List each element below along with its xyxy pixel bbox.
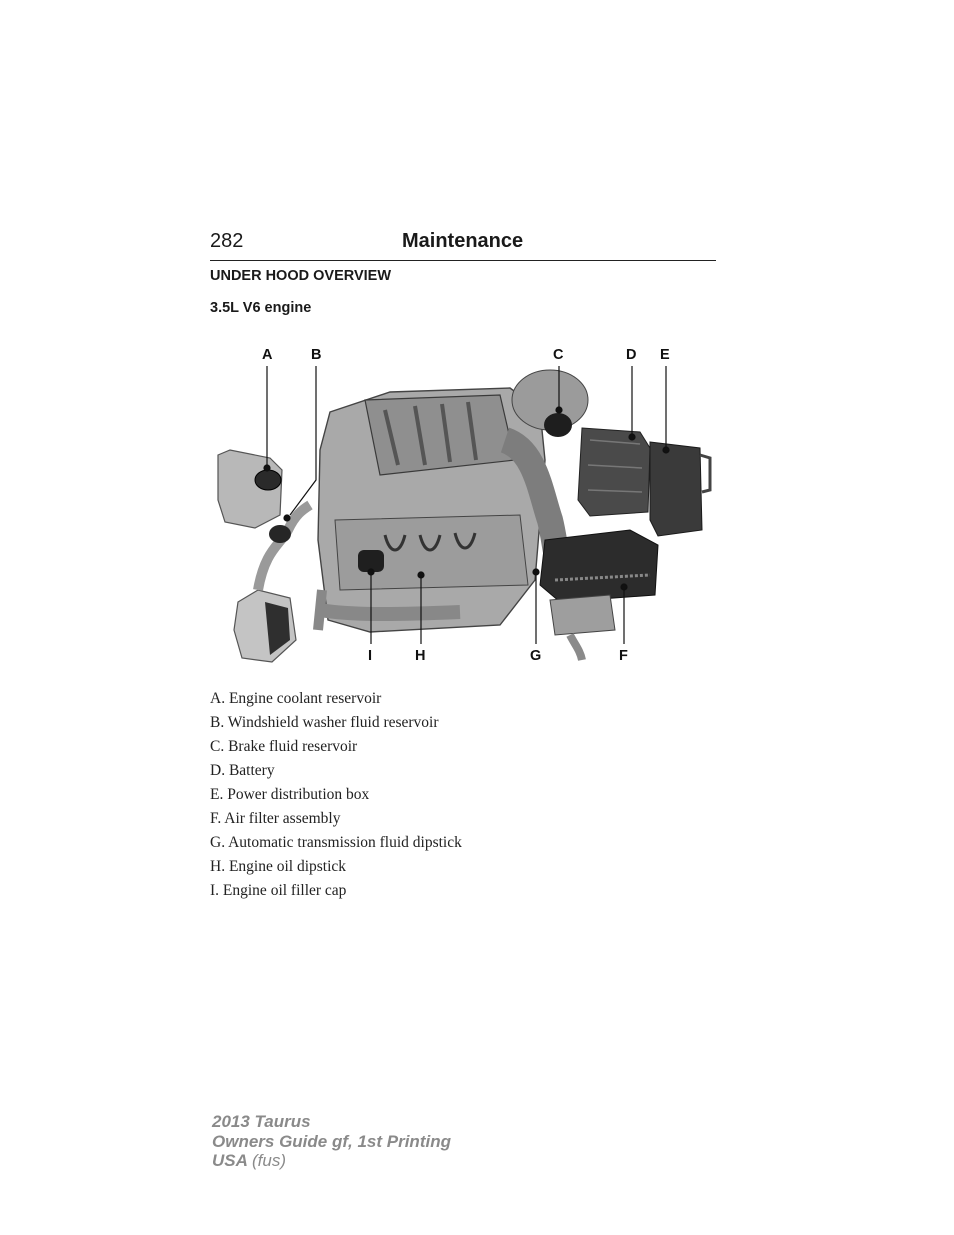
engine-diagram bbox=[210, 340, 715, 670]
page-header bbox=[210, 228, 716, 261]
callout-a: A bbox=[262, 347, 273, 363]
legend-item: G. Automatic transmission fluid dipstick bbox=[210, 834, 462, 851]
footer-code: (fus) bbox=[252, 1151, 286, 1170]
callout-b: B bbox=[311, 347, 322, 363]
footer-region bbox=[212, 1151, 451, 1171]
footer-country: USA bbox=[212, 1151, 248, 1170]
component-legend bbox=[210, 689, 462, 905]
legend-item: E. Power distribution box bbox=[210, 786, 370, 803]
callout-i: I bbox=[368, 648, 373, 664]
page-number: 282 bbox=[210, 230, 244, 252]
callout-d: D bbox=[626, 347, 637, 363]
legend-item: C. Brake fluid reservoir bbox=[210, 738, 358, 755]
engine-subheading: 3.5L V6 engine bbox=[210, 300, 312, 316]
legend-item: I. Engine oil filler cap bbox=[210, 882, 347, 899]
legend-item: A. Engine coolant reservoir bbox=[210, 690, 382, 707]
legend-item: H. Engine oil dipstick bbox=[210, 858, 347, 875]
section-heading: UNDER HOOD OVERVIEW bbox=[210, 268, 392, 284]
legend-item: F. Air filter assembly bbox=[210, 810, 341, 827]
legend-item: D. Battery bbox=[210, 762, 275, 779]
callout-e: E bbox=[660, 347, 670, 363]
callout-h: H bbox=[415, 648, 426, 664]
page-footer bbox=[212, 1112, 451, 1171]
legend-item: B. Windshield washer fluid reservoir bbox=[210, 714, 439, 731]
callout-f: F bbox=[619, 648, 628, 664]
engine-illustration bbox=[210, 340, 715, 670]
footer-guide: Owners Guide gf, 1st Printing bbox=[212, 1131, 451, 1151]
callout-g: G bbox=[530, 648, 542, 664]
footer-model: 2013 Taurus bbox=[212, 1112, 311, 1131]
section-title: Maintenance bbox=[402, 230, 524, 252]
callout-c: C bbox=[553, 347, 564, 363]
